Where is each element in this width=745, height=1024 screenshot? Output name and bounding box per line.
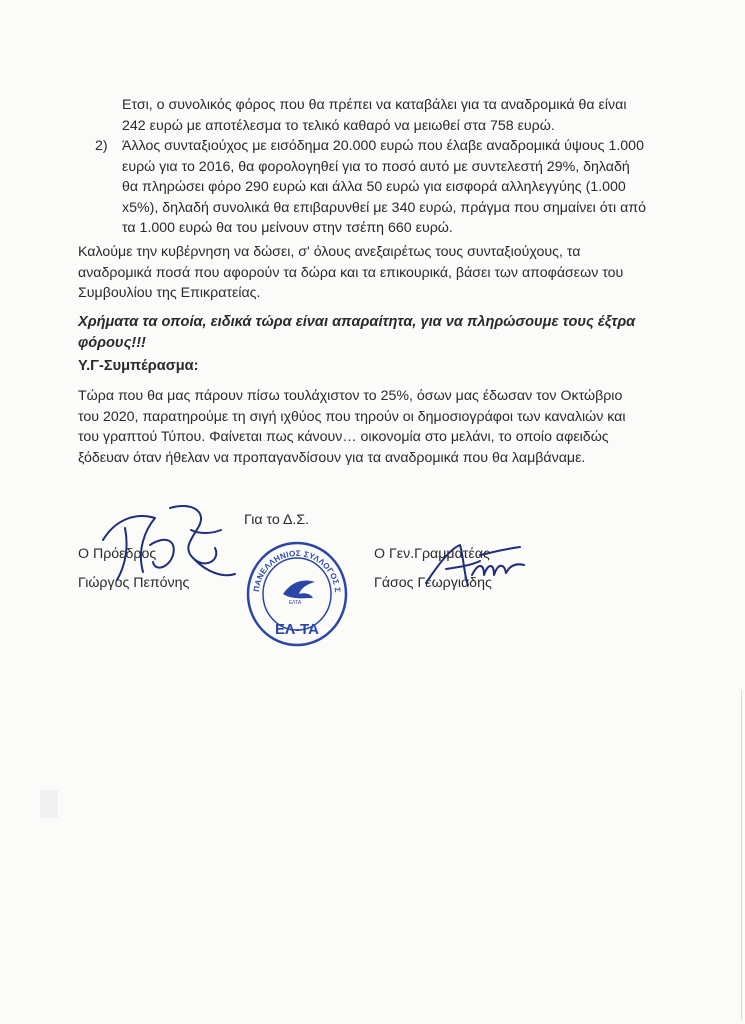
president-title: Ο Πρόεδρος <box>78 546 157 562</box>
svg-text:ΠΑΝΕΛΛΗΝΙΟΣ ΣΥΛΛΟΓΟΣ ΣΥΝΤΑΞΙΟΥ <box>242 531 342 593</box>
text-line: θα πληρώσει φόρο 290 ευρώ και άλλα 50 ευρώ για εισφορά αλληλεγγύης (1.000 <box>122 179 626 195</box>
association-stamp <box>241 531 349 648</box>
secretary-title: Ο Γεν.Γραμματέας <box>374 546 490 562</box>
text-line: Ετσι, ο συνολικός φόρος που θα πρέπει να καταβάλει για τα αναδρομικά θα είναι <box>122 97 627 113</box>
text-line: x5%), δηλαδή συνολικά θα επιβαρυνθεί με 340 ευρώ, πράγμα που σημαίνει ότι από <box>122 199 647 216</box>
president-signature <box>95 500 245 595</box>
list-number: 2) <box>95 138 108 154</box>
text-line: του 2020, παρατηρούμε τη σιγή ιχθύος που τηρούν οι δημοσιογράφοι των καναλιών και <box>78 408 626 425</box>
emphasis-paragraph <box>78 312 635 353</box>
text-line: Καλούμε την κυβέρνηση να δώσει, σ' όλους ανεξαιρέτως τους συνταξιούχους, τα <box>78 244 581 260</box>
item1-continuation <box>122 95 626 136</box>
bird-logo-icon <box>283 581 315 607</box>
text-line: Τώρα που θα μας πάρουν πίσω τουλάχιστον το 25%, όσων μας έδωσαν τον Οκτώβριο <box>78 388 623 404</box>
board-label: Για το Δ.Σ. <box>244 512 310 528</box>
text-line: του γραπτού Τύπου. Φαίνεται πως κάνουν… οικονομία στο μελάνι, το οποίο αφειδώς <box>78 429 609 445</box>
text-line: Χρήματα τα οποία, ειδικά τώρα είναι απαραίτητα, για να πληρώσουμε τους έξτρα <box>78 314 636 330</box>
text-line: ευρώ για το 2016, θα φορολογηθεί για το ποσό αυτό με συντελεστή 29%, δηλαδή <box>122 158 630 175</box>
text-line: φόρους!!! <box>78 334 146 351</box>
stamp-ring-path-text: ΠΑΝΕΛΛΗΝΙΟΣ ΣΥΛΛΟΓΟΣ ΣΥΝΤΑΞΙΟΥΧΩΝ <box>241 531 343 594</box>
scan-smudge <box>40 790 58 818</box>
item2-paragraph <box>122 136 646 239</box>
text-line: Συμβουλίου της Επικρατείας. <box>78 285 261 301</box>
secretary-signature <box>420 535 530 595</box>
text-line: 242 ευρώ με αποτέλεσμα το τελικό καθαρό να μειωθεί στα 758 ευρώ. <box>122 117 555 134</box>
ps-paragraph <box>78 386 626 468</box>
scan-edge-line <box>741 690 742 1020</box>
stamp-center-text: ΕΛ-ΤΑ <box>275 621 319 638</box>
text-line: τα 1.000 ευρώ θα του μείνουν στην τσέπη 660 ευρώ. <box>122 220 453 236</box>
stamp-logo-label: ΕΛΤΑ <box>288 600 302 606</box>
text-line: ξόδευαν όταν ήθελαν να προπαγανδίσουν για τα αναδρομικά που θα λαμβάναμε. <box>78 449 586 466</box>
text-line: αναδρομικά ποσά που αφορούν τα δώρα και τα επικουρικά, βάσει των αποφάσεων του <box>78 264 624 281</box>
text-line: Άλλος συνταξιούχος με εισόδημα 20.000 ευρώ που έλαβε αναδρομικά ύψους 1.000 <box>122 138 644 154</box>
call-paragraph <box>78 242 623 304</box>
president-name: Γιώργος Πεπόνης <box>78 575 190 591</box>
ps-heading: Υ.Γ-Συμπέρασμα: <box>78 358 199 374</box>
secretary-name: Γάσος Γεωργιάδης <box>374 575 492 591</box>
